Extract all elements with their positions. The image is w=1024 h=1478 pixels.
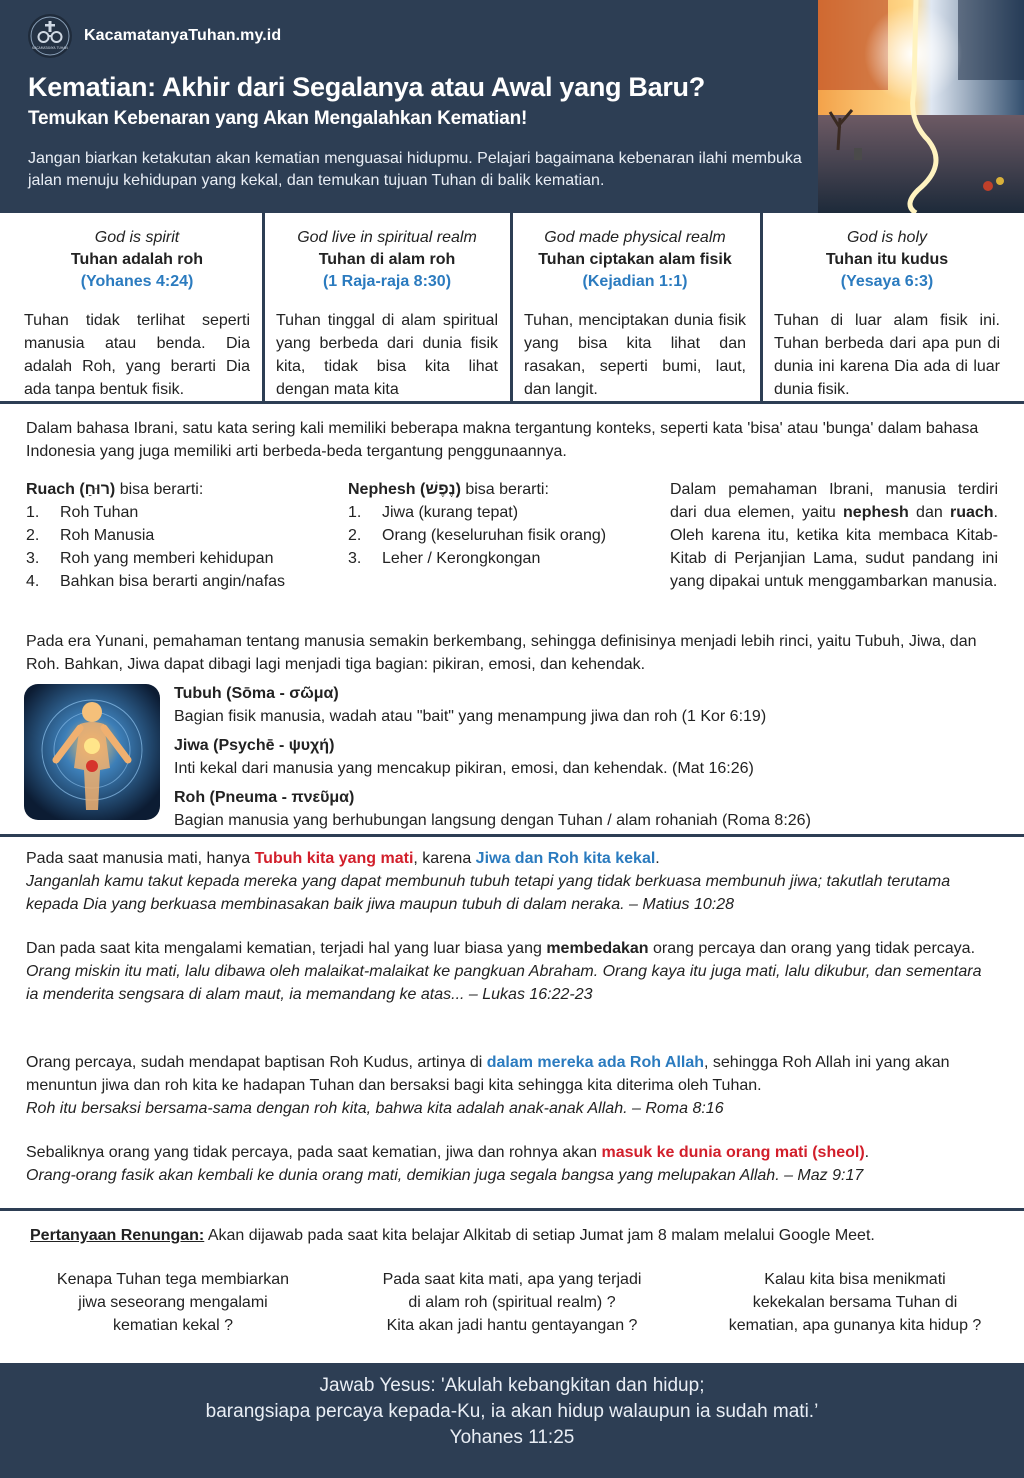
- highlight-soul-eternal: Jiwa dan Roh kita kekal: [475, 850, 656, 867]
- hero-image: [818, 0, 1024, 213]
- glasses-logo-icon: [28, 14, 72, 58]
- list-item: 1. Jiwa (kurang tepat): [348, 501, 658, 524]
- reflection-text: Akan dijawab pada saat kita belajar Alkitab di setiap Jumat jam 8 malam melalui Google Meet.: [204, 1227, 875, 1244]
- footer-verse-reference: Yohanes 11:25: [449, 1427, 575, 1448]
- column-reference: (1 Raja-raja 8:30): [322, 273, 452, 290]
- paragraph-text: Orang percaya, sudah mendapat baptisan Roh Kudus, artinya di: [26, 1054, 487, 1071]
- column-body: Tuhan tinggal di alam spiritual yang berbeda dari dunia fisik kita, tidak bisa kita lihat dengan mata kita: [276, 312, 498, 398]
- note-text: Dalam pemahaman Ibrani, manusia terdiri dari dua elemen, yaitu: [670, 481, 998, 521]
- note-term-nephesh: nephesh: [843, 504, 909, 521]
- ruach-heading: [26, 478, 336, 501]
- column-reference: (Yohanes 4:24): [80, 273, 194, 290]
- list-item-text: Orang (keseluruhan fisik orang): [382, 527, 607, 544]
- note-text: dan: [908, 504, 950, 521]
- question-line: Kenapa Tuhan tega membiarkan: [56, 1271, 290, 1288]
- nephesh-term: Nephesh (נֶפֶשׁ): [348, 481, 461, 498]
- question-line: Kita akan jadi hantu gentayangan ?: [386, 1317, 638, 1334]
- list-item: 3. Roh yang memberi kehidupan: [26, 547, 336, 570]
- question-line: kekekalan bersama Tuhan di: [752, 1294, 958, 1311]
- column-title: Tuhan itu kudus: [825, 251, 949, 268]
- column-god-is-spirit: [24, 213, 250, 401]
- paragraph-text: , karena: [413, 850, 476, 867]
- hebrew-intro: Dalam bahasa Ibrani, satu kata sering kali memiliki beberapa makna tergantung konteks, seperti kata 'bisa' atau 'bunga' dalam bahasa Indonesia yang juga memiliki arti berbeda-beda tergantung penggunaannya.: [26, 420, 979, 460]
- part-title: Jiwa (Psychē - ψυχή): [174, 737, 335, 754]
- column-body: Tuhan di luar alam fisik ini. Tuhan berbeda dari apa pun di dunia ini karena Dia ada di luar dunia fisik.: [774, 312, 1000, 398]
- paragraph-text: .: [864, 1144, 870, 1161]
- column-reference: (Kejadian 1:1): [582, 273, 688, 290]
- death-paragraph-3: [26, 1051, 998, 1120]
- scripture-quote: Orang-orang fasik akan kembali ke dunia orang mati, demikian juga segala bangsa yang melupakan Allah. – Maz 9:17: [26, 1167, 864, 1184]
- ruach-term: Ruach (רוּחַ): [26, 481, 116, 498]
- footer-verse-line: barangsiapa percaya kepada-Ku, ia akan hidup walaupun ia sudah mati.’: [205, 1401, 819, 1422]
- list-item-text: Roh Tuhan: [60, 504, 139, 521]
- highlight-sheol: masuk ke dunia orang mati (sheol): [601, 1144, 865, 1161]
- column-tag: God is holy: [846, 229, 928, 246]
- column-spiritual-realm: [276, 213, 498, 401]
- note-term-ruach: ruach: [949, 504, 994, 521]
- list-item: 2. Roh Manusia: [26, 524, 336, 547]
- death-paragraph-1: [26, 847, 998, 916]
- brand-name[interactable]: KacamatanyaTuhan.my.id: [84, 27, 282, 44]
- list-item-text: Roh Manusia: [60, 527, 155, 544]
- column-body: Tuhan tidak terlihat seperti manusia atau benda. Dia adalah Roh, yang berarti Dia ada tanpa bentuk fisik.: [24, 312, 250, 398]
- question-line: di alam roh (spiritual realm) ?: [408, 1294, 616, 1311]
- page-title: Kematian: Akhir dari Segalanya atau Awal yang Baru?: [28, 72, 705, 102]
- list-item: 4. Bahkan bisa berarti angin/nafas: [26, 570, 336, 593]
- scripture-quote: Janganlah kamu takut kepada mereka yang dapat membunuh tubuh tetapi yang tidak berkuasa membunuh jiwa; takutlah terutama kepada Dia yang berkuasa membinasakan baik jiwa maupun tubuh di dalam neraka. – Matius 10:28: [26, 873, 951, 913]
- list-item: 2. Orang (keseluruhan fisik orang): [348, 524, 658, 547]
- column-title: Tuhan adalah roh: [70, 251, 204, 268]
- question-line: kematian, apa gunanya kita hidup ?: [728, 1317, 982, 1334]
- column-title: Tuhan di alam roh: [318, 251, 456, 268]
- part-title: Roh (Pneuma - πνεῦμα): [174, 789, 355, 806]
- question-line: Pada saat kita mati, apa yang terjadi: [382, 1271, 642, 1288]
- column-tag: God made physical realm: [544, 229, 726, 246]
- greek-intro: Pada era Yunani, pemahaman tentang manusia semakin berkembang, sehingga definisinya menjadi lebih rinci, yaitu Tubuh, Jiwa, dan Roh. Bahkan, Jiwa dapat dibagi lagi menjadi tiga bagian: pikiran, emosi, dan kehendak.: [26, 633, 977, 673]
- scripture-quote: Orang miskin itu mati, lalu dibawa oleh malaikat-malaikat ke pangkuan Abraham. Orang kaya itu juga mati, lalu dikubur, dan sementara ia menderita sengsara di alam maut, ia memandang ke atas... – Lukas 16:22-23: [26, 963, 982, 1003]
- paragraph-text: .: [655, 850, 660, 867]
- ruach-list: [26, 478, 336, 593]
- section-divider: [0, 1208, 1024, 1211]
- highlight-spirit-of-god: dalam mereka ada Roh Allah: [486, 1054, 704, 1071]
- nephesh-suffix: bisa berarti:: [460, 481, 549, 498]
- paragraph-text: , sehingga Roh Allah ini yang akan menuntun jiwa dan roh kita ke hadapan Tuhan dan bersaksi bagi kita sehingga kita diterima oleh Tuhan.: [26, 1054, 950, 1094]
- list-item-text: Roh yang memberi kehidupan: [60, 550, 274, 567]
- reflection-intro: [30, 1224, 1002, 1247]
- part-title: Tubuh (Sōma - σῶμα): [174, 685, 339, 702]
- god-attributes: [0, 213, 1024, 401]
- part-description: Bagian fisik manusia, wadah atau "bait" yang menampung jiwa dan roh (1 Kor 6:19): [174, 708, 767, 725]
- paragraph-text: Pada saat manusia mati, hanya: [26, 850, 255, 867]
- footer-verse: [0, 1363, 1024, 1478]
- list-item-text: Bahkan bisa berarti angin/nafas: [60, 573, 286, 590]
- part-description: Bagian manusia yang berhubungan langsung dengan Tuhan / alam rohaniah (Roma 8:26): [174, 812, 811, 829]
- question-line: Kalau kita bisa menikmati: [764, 1271, 946, 1288]
- header-banner: [0, 0, 1024, 213]
- scripture-quote: Roh itu bersaksi bersama-sama dengan roh kita, bahwa kita adalah anak-anak Allah. – Roma 8:16: [26, 1100, 724, 1117]
- reflection-question-3: [700, 1268, 1010, 1337]
- column-title: Tuhan ciptakan alam fisik: [538, 251, 732, 268]
- column-god-is-holy: [774, 213, 1000, 401]
- part-spirit: [174, 786, 811, 832]
- column-divider: [510, 213, 513, 403]
- paragraph-text: Dan pada saat kita mengalami kematian, terjadi hal yang luar biasa yang: [26, 940, 547, 957]
- intro-text: Jangan biarkan ketakutan akan kematian menguasai hidupmu. Pelajari bagaimana kebenaran ilahi membuka jalan menuju kehidupan yang kekal, dan temukan tujuan Tuhan di balik kematian.: [28, 150, 802, 189]
- section-divider: [0, 401, 1024, 404]
- nephesh-list: [348, 478, 658, 570]
- paragraph-text: Sebaliknya orang yang tidak percaya, pada saat kematian, jiwa dan rohnya akan: [26, 1144, 602, 1161]
- hebrew-note: [670, 478, 998, 593]
- section-divider: [0, 834, 1024, 837]
- svg-text:KACAMATANYA TUHAN: KACAMATANYA TUHAN: [32, 46, 68, 50]
- question-line: jiwa seseorang mengalami: [78, 1294, 268, 1311]
- death-paragraph-4: [26, 1141, 998, 1187]
- footer-verse-line: Jawab Yesus: 'Akulah kebangkitan dan hidup;: [319, 1375, 705, 1396]
- reflection-question-2: [352, 1268, 672, 1337]
- brand[interactable]: [28, 12, 281, 60]
- human-body-image: [24, 684, 160, 820]
- highlight-body-dies: Tubuh kita yang mati: [254, 850, 414, 867]
- part-body: [174, 682, 766, 728]
- paragraph-text: orang percaya dan orang yang tidak percaya.: [648, 940, 976, 957]
- nephesh-heading: [348, 478, 658, 501]
- part-soul: [174, 734, 754, 780]
- column-divider: [760, 213, 763, 403]
- death-paragraph-2: [26, 937, 998, 1006]
- column-tag: God live in spiritual realm: [297, 229, 477, 246]
- list-item: 3. Leher / Kerongkongan: [348, 547, 658, 570]
- part-description: Inti kekal dari manusia yang mencakup pikiran, emosi, dan kehendak. (Mat 16:26): [174, 760, 754, 777]
- column-divider: [262, 213, 265, 403]
- list-item-text: Jiwa (kurang tepat): [382, 504, 519, 521]
- column-physical-realm: [524, 213, 746, 401]
- column-reference: (Yesaya 6:3): [840, 273, 934, 290]
- emphasis-differentiates: membedakan: [546, 940, 649, 957]
- reflection-question-1: [28, 1268, 318, 1337]
- question-line: kematian kekal ?: [112, 1317, 234, 1334]
- list-item-text: Leher / Kerongkongan: [382, 550, 541, 567]
- list-item: 1. Roh Tuhan: [26, 501, 336, 524]
- column-body: Tuhan, menciptakan dunia fisik yang bisa kita lihat dan rasakan, seperti bumi, laut, dan langit.: [524, 312, 746, 398]
- page-subtitle: Temukan Kebenaran yang Akan Mengalahkan Kematian!: [28, 108, 528, 129]
- note-text: . Oleh karena itu, ketika kita membaca Kitab-Kitab di Perjanjian Lama, sudut pandang ini yang dipakai untuk menggambarkan manusia.: [670, 504, 998, 590]
- column-tag: God is spirit: [94, 229, 180, 246]
- ruach-suffix: bisa berarti:: [115, 481, 204, 498]
- reflection-label: Pertanyaan Renungan:: [30, 1227, 205, 1244]
